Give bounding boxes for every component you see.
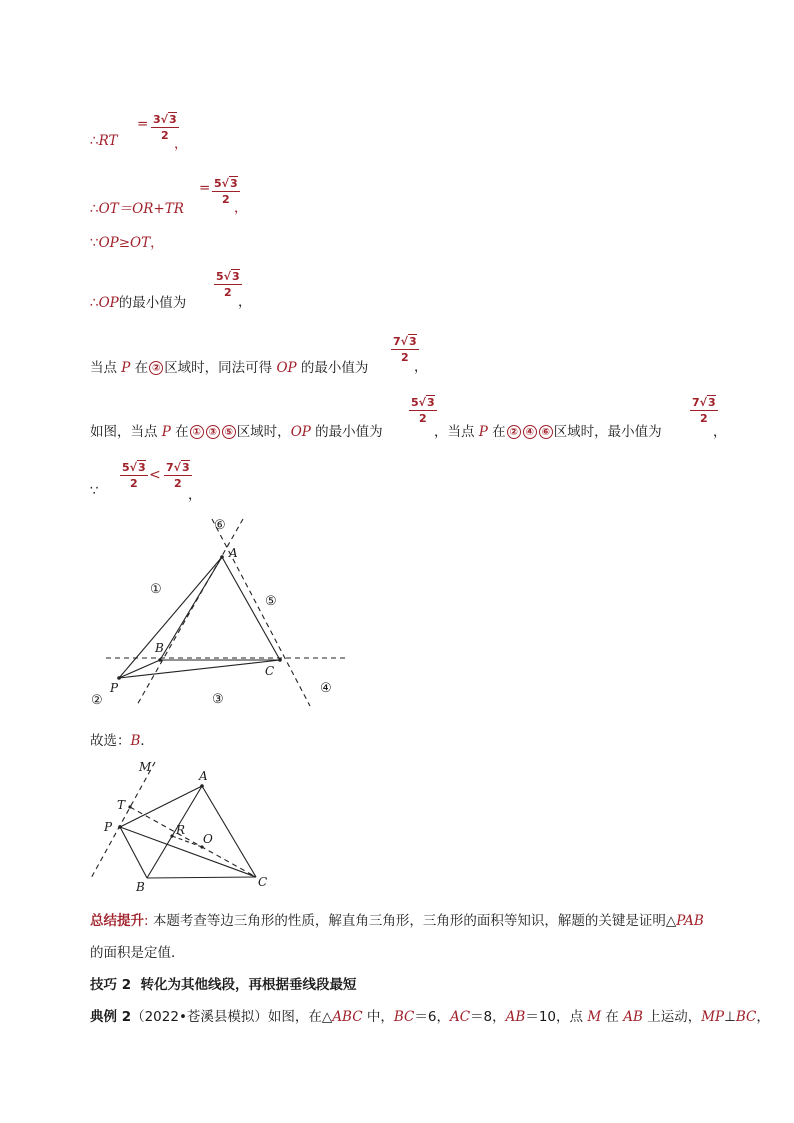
label-m: M — [139, 760, 152, 774]
region-5-marker: ⑤ — [222, 425, 236, 439]
frac-denominator: 2 — [161, 129, 169, 142]
region-4-marker: ④ — [523, 425, 537, 439]
comma: ， — [174, 136, 188, 152]
var-rt: RT — [98, 133, 118, 149]
frac-radicand: 3 — [708, 396, 716, 409]
answer-prefix: 故选： — [90, 733, 131, 749]
fraction-5sqrt3-over-2: $\frac{5√3}{2}$ — [214, 177, 238, 206]
text: 区域时，同法可得 — [164, 360, 277, 376]
point-p — [118, 825, 122, 829]
var-ac: AC — [449, 1009, 471, 1025]
comma: ， — [150, 235, 164, 251]
fraction-7sqrt3-over-2: $\frac{7√3}{2}$ — [692, 396, 716, 425]
therefore-symbol: ∴ — [90, 133, 99, 149]
line-ot — [90, 197, 184, 217]
therefore-symbol: ∴ — [90, 295, 99, 311]
point-p — [117, 676, 121, 680]
frac-coef: 5 — [214, 177, 222, 190]
label-r: R — [176, 823, 186, 837]
region-label-4: ④ — [320, 681, 332, 696]
text: 的最小值为 — [310, 424, 383, 440]
figure-pab-construction — [0, 755, 794, 895]
min-text: 的最小值为 — [118, 295, 187, 311]
text: ＝6， — [414, 1009, 450, 1025]
label-c: C — [258, 875, 268, 889]
var-ab: AB — [505, 1009, 526, 1025]
segment-pc — [119, 660, 280, 678]
eq-sign: = — [137, 116, 149, 132]
text: ，当点 — [434, 424, 479, 440]
text: ， — [756, 1009, 770, 1025]
var-abc: ABC — [332, 1009, 363, 1025]
segment-pb — [120, 827, 147, 878]
var-p: P — [161, 424, 171, 440]
comma: ， — [713, 424, 727, 440]
line-min — [90, 291, 186, 311]
var-p: P — [478, 424, 488, 440]
skill-label: 技巧 2 — [90, 977, 132, 993]
text: 中， — [362, 1009, 394, 1025]
fraction-5sqrt3-over-2: $\frac{5√3}{2}$ — [216, 270, 240, 299]
frac-radicand: 3 — [409, 335, 417, 348]
fraction-7sqrt3-over-2: $\frac{7√3}{2}$ — [166, 461, 190, 490]
label-p: P — [104, 820, 113, 834]
var-m: M — [587, 1009, 602, 1025]
region-2-marker: ② — [149, 361, 163, 375]
figure-regions-triangle — [0, 510, 794, 750]
frac-radicand: 3 — [182, 461, 190, 474]
label-t: T — [117, 798, 126, 812]
frac-denominator: 2 — [174, 477, 182, 490]
text: 如图，在△ — [267, 1009, 333, 1025]
segment-ab — [160, 557, 222, 660]
point-r — [170, 834, 173, 837]
point-t — [128, 805, 131, 808]
line-figure-cases — [90, 420, 383, 440]
fraction-7sqrt3-over-2: $\frac{7√3}{2}$ — [393, 335, 417, 364]
summary-colon: : — [144, 913, 149, 929]
dashed-line-pc — [130, 807, 256, 877]
answer-suffix: ． — [140, 733, 154, 749]
less-than: < — [149, 467, 161, 483]
region-6-marker: ⑥ — [539, 425, 553, 439]
var-p: P — [121, 360, 131, 376]
region-label-6: ⑥ — [214, 518, 226, 533]
text: 在 — [170, 424, 189, 440]
text: 在 — [487, 424, 506, 440]
line-figure-cases-2 — [434, 420, 662, 440]
comma: ， — [238, 294, 252, 310]
frac-radicand: 3 — [230, 177, 238, 190]
point-b — [158, 658, 162, 662]
frac-coef: 5 — [122, 461, 130, 474]
answer-line — [90, 729, 154, 749]
var-op: OP — [276, 360, 297, 376]
fraction-5sqrt3-over-2: $\frac{5√3}{2}$ — [122, 461, 146, 490]
skill-text: 转化为其他线段，再根据垂线段最短 — [140, 977, 357, 993]
frac-denominator: 2 — [700, 412, 708, 425]
text: 区域时，最小值为 — [553, 424, 662, 440]
frac-coef: 5 — [411, 396, 419, 409]
segment-pc — [120, 827, 256, 877]
skill-2-heading — [90, 973, 357, 993]
dashed-line-m — [90, 762, 155, 880]
summary-line-1 — [90, 909, 704, 929]
point-a — [220, 555, 224, 559]
line-rt — [90, 133, 118, 149]
region-label-5: ⑤ — [265, 594, 277, 609]
region-2-marker: ② — [507, 425, 521, 439]
text: ＝10，点 — [525, 1009, 588, 1025]
point-a — [200, 784, 204, 788]
summary-title: 总结提升 — [90, 913, 144, 929]
dashed-line-or — [172, 836, 202, 847]
line-because — [90, 231, 164, 251]
comma: ， — [414, 359, 428, 375]
frac-denominator: 2 — [401, 351, 409, 364]
dashed-line-ac-extended — [212, 519, 310, 706]
because-symbol: ∵ — [90, 483, 99, 499]
var-ab: AB — [623, 1009, 643, 1025]
text: 当点 — [90, 360, 122, 376]
text: 如图，当点 — [90, 424, 162, 440]
frac-denominator: 2 — [224, 286, 232, 299]
segment-bc — [147, 877, 256, 878]
text: 的最小值为 — [296, 360, 369, 376]
label-b: B — [155, 641, 164, 655]
expr-ot: OT＝OR+TR — [98, 201, 184, 217]
expr-op-ge-ot: OP≥OT — [98, 235, 151, 251]
var-bc: BC — [393, 1009, 415, 1025]
frac-denominator: 2 — [222, 193, 230, 206]
region-label-1: ① — [150, 582, 162, 597]
frac-coef: 5 — [216, 270, 224, 283]
frac-radicand: 3 — [232, 270, 240, 283]
text: 区域时， — [236, 424, 291, 440]
var-bc: BC — [735, 1009, 757, 1025]
label-b: B — [136, 880, 145, 894]
because-symbol: ∵ — [90, 235, 99, 251]
example-source: （2022•苍溪县模拟） — [131, 1009, 268, 1025]
fraction-3sqrt3-over-2: $\frac{3√3}{2}$ — [153, 113, 177, 142]
example-label: 典例 2 — [90, 1009, 132, 1025]
summary-text: 本题考查等边三角形的性质，解直角三角形，三角形的面积等知识，解题的关键是证明△ — [148, 913, 677, 929]
label-a: A — [229, 546, 238, 560]
comma: ， — [234, 200, 248, 216]
frac-coef: 7 — [692, 396, 700, 409]
frac-coef: 7 — [166, 461, 174, 474]
text: 上运动， — [642, 1009, 702, 1025]
fraction-5sqrt3-over-2: $\frac{5√3}{2}$ — [411, 396, 435, 425]
frac-coef: 3 — [153, 113, 161, 126]
region-1-marker: ① — [190, 425, 204, 439]
text: 在 — [601, 1009, 624, 1025]
comma: ， — [188, 487, 202, 503]
example-2-line — [90, 1005, 770, 1025]
perp-symbol: ⊥ — [724, 1009, 736, 1025]
var-op: OP — [98, 295, 119, 311]
var-pab: PAB — [676, 913, 704, 929]
region-label-3: ③ — [212, 692, 224, 707]
label-p: P — [110, 681, 119, 695]
label-o: O — [203, 832, 213, 846]
point-c — [278, 658, 282, 662]
therefore-symbol: ∴ — [90, 201, 99, 217]
frac-coef: 7 — [393, 335, 401, 348]
var-op: OP — [290, 424, 311, 440]
answer-choice: B — [130, 733, 141, 749]
region-label-2: ② — [91, 693, 103, 708]
frac-radicand: 3 — [138, 461, 146, 474]
frac-radicand: 3 — [169, 113, 177, 126]
text: 在 — [130, 360, 149, 376]
region-3-marker: ③ — [206, 425, 220, 439]
frac-radicand: 3 — [427, 396, 435, 409]
summary-line-2: 的面积是定值． — [90, 945, 185, 961]
eq-sign: = — [199, 180, 211, 196]
var-mp: MP — [701, 1009, 725, 1025]
frac-denominator: 2 — [419, 412, 427, 425]
line-case2 — [90, 356, 368, 376]
text: ＝8， — [470, 1009, 506, 1025]
label-a: A — [199, 769, 208, 783]
label-c: C — [265, 664, 275, 678]
frac-denominator: 2 — [130, 477, 138, 490]
